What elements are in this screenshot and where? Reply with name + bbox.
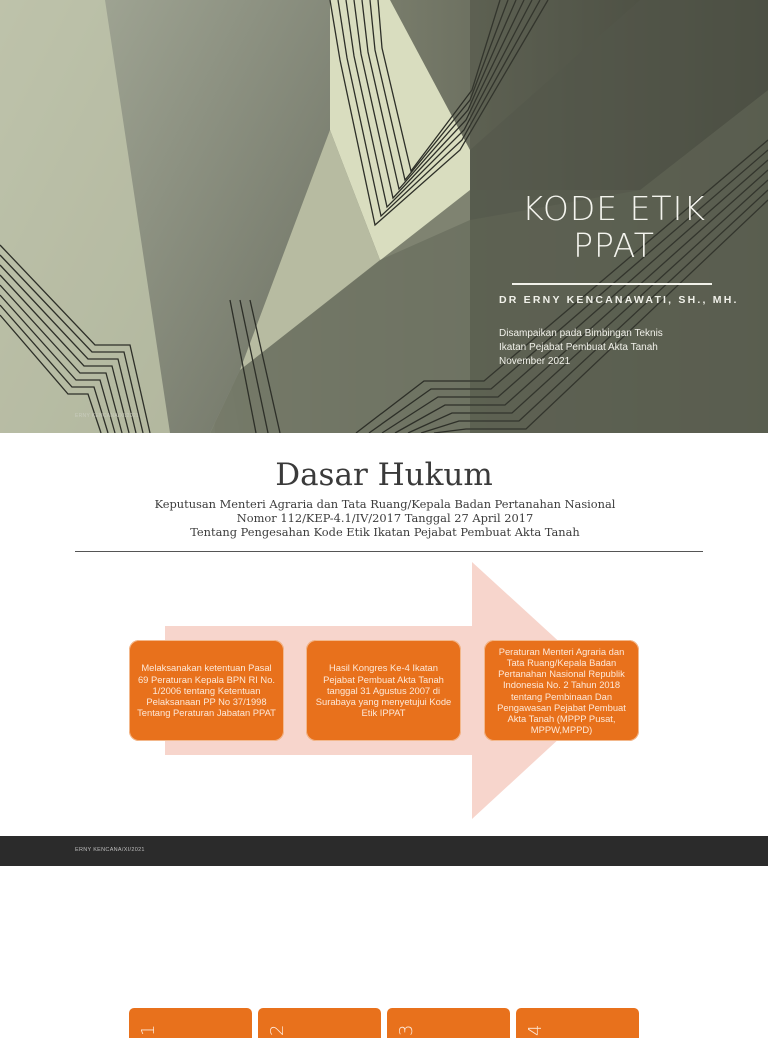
author-name: DR ERNY KENCANAWATI, SH., MH. bbox=[499, 294, 739, 306]
slide-title: Dasar Hukum bbox=[275, 457, 493, 493]
legal-basis-slide bbox=[0, 433, 768, 836]
process-arrow-shape bbox=[0, 433, 768, 836]
process-box-1 bbox=[129, 640, 284, 741]
card-number: 3 bbox=[396, 1024, 417, 1036]
subtitle-line-3: Tentang Pengesahan Kode Etik Ikatan Pejabat Pembuat Akta Tanah bbox=[190, 525, 580, 539]
slide-footer: ERNY KENCANA/XI/2021 bbox=[75, 413, 139, 419]
numbered-card-4 bbox=[516, 1008, 639, 1038]
numbered-card-3 bbox=[387, 1008, 510, 1038]
subtitle-line-3: November 2021 bbox=[499, 356, 571, 367]
process-box-text: Hasil Kongres Ke-4 Ikatan Pejabat Pembuat Akta Tanah tanggal 31 Agustus 2007 di Surabaya yang menyetujui Kode Etik IPPAT bbox=[315, 662, 452, 719]
subtitle-line-2: Nomor 112/KEP-4.1/IV/2017 Tanggal 27 April 2017 bbox=[236, 511, 534, 525]
footer-text: ERNY KENCANA/XI/2021 bbox=[75, 847, 145, 853]
subtitle-line-2: Ikatan Pejabat Pembuat Akta Tanah bbox=[499, 342, 658, 353]
title-line-1: KODE ETIK bbox=[522, 189, 706, 228]
slide-subtitle bbox=[100, 497, 670, 539]
subtitle-line-1: Keputusan Menteri Agraria dan Tata Ruang/Kepala Badan Pertanahan Nasional bbox=[154, 497, 616, 511]
process-box-text: Peraturan Menteri Agraria dan Tata Ruang/Kepala Badan Pertanahan Nasional Republik Indonesia No. 2 Tahun 2018 tentang Pembinaan Dan Pengawasan Pejabat Pembuat Akta Tanah (MPPP Pusat, MPPW,MPPD) bbox=[497, 645, 626, 736]
process-box-text: Melaksanakan ketentuan Pasal 69 Peraturan Kepala BPN RI No. 1/2006 tentang Ketentuan Pelaksanaan PP No 37/1998 Tentang Peraturan Jabatan PPAT bbox=[137, 662, 276, 719]
slide-footer-bar bbox=[0, 836, 768, 866]
numbered-card-2 bbox=[258, 1008, 381, 1038]
next-slide-preview bbox=[0, 866, 768, 1036]
title-divider bbox=[75, 551, 703, 552]
numbered-card-1 bbox=[129, 1008, 252, 1038]
card-number: 2 bbox=[267, 1024, 288, 1036]
process-box-2 bbox=[306, 640, 461, 741]
title-divider bbox=[512, 283, 712, 285]
title-line-2: PPAT bbox=[573, 226, 655, 265]
card-number: 4 bbox=[525, 1024, 546, 1036]
title-slide bbox=[0, 0, 768, 433]
presentation-title bbox=[498, 190, 730, 264]
subtitle-line-1: Disampaikan pada Bimbingan Teknis bbox=[499, 328, 663, 339]
process-box-3 bbox=[484, 640, 639, 741]
card-number: 1 bbox=[138, 1024, 159, 1036]
presentation-subtitle bbox=[499, 327, 739, 369]
